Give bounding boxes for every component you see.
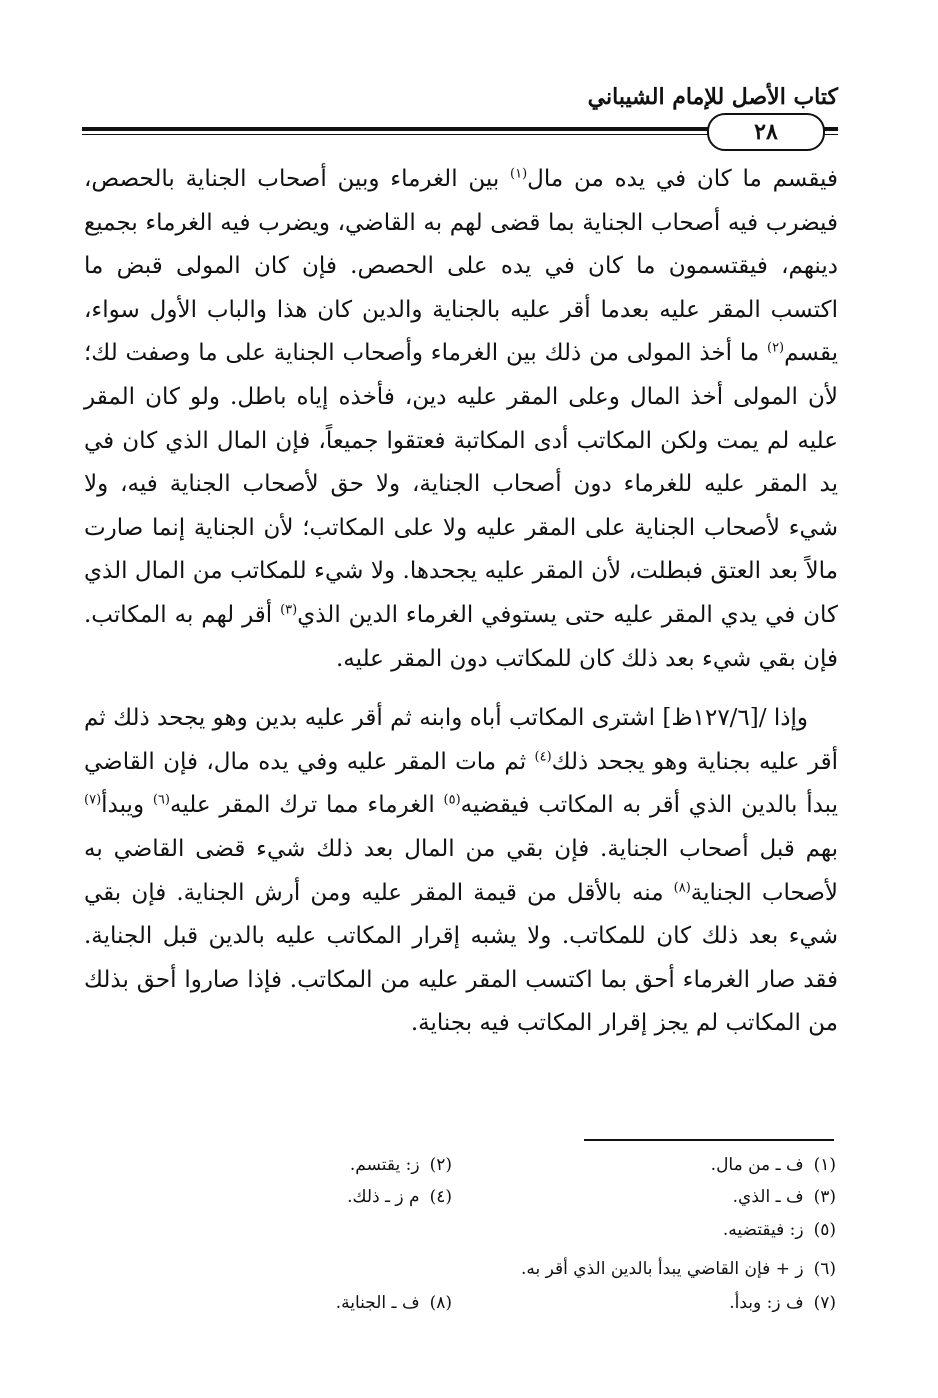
footnote-8: (٨)ف ـ الجناية. <box>335 1293 452 1313</box>
footnote-2: (٢)ز: يقتسم. <box>349 1155 452 1175</box>
footnote-separator <box>584 1139 834 1141</box>
running-header-title: كتاب الأصل للإمام الشيباني <box>587 84 838 110</box>
main-text <box>84 158 838 1046</box>
footnote-ref-5: (٥) <box>443 792 461 808</box>
footnote-6: (٦)ز + فإن القاضي يبدأ بالدين الذي أقر به. <box>521 1259 836 1279</box>
footnote-ref-1: (١) <box>510 166 528 182</box>
footnote-1: (١)ف ـ من مال. <box>710 1155 836 1175</box>
footnote-ref-2: (٢) <box>766 340 785 356</box>
footnote-ref-8: (٨) <box>673 879 691 895</box>
footnote-7: (٧)ف ز: وبدأ. <box>729 1293 836 1313</box>
page-number: ٢٨ <box>707 113 825 151</box>
footnote-ref-4: (٤) <box>534 749 552 765</box>
footnote-3: (٣)ف ـ الذي. <box>732 1187 836 1207</box>
paragraph-2: وإذا /[١٢٧/٦ظ] اشترى المكاتب أباه وابنه ثم أقر عليه بدين وهو يجحد ذلك ثم أقر عليه بجناية وهو يجحد ذلك$^{(٤)}$ ثم مات المقر عليه وفي يده مال، فإن القاضي يبدأ بالدين الذي أقر به المكاتب فيقضيه$^{(٥)}$ الغرماء مما ترك المقر عليه$^{(٦)}$ ويبدأ$^{(٧)}$ بهم قبل أصحاب الجناية. فإن بقي من المال بعد ذلك شيء قضى القاضي به لأصحاب الجناية$^{(٨)}$ منه بالأقل من قيمة المقر عليه ومن أرش الجناية. فإن بقي شيء بعد ذلك كان للمكاتب. ولا يشبه إقرار المكاتب عليه بالدين قبل الجناية. فقد صار الغرماء أحق بما اكتسب المقر عليه من المكاتب. فإذا صاروا أحق بذلك من المكاتب لم يجز إقرار المكاتب فيه بجناية. <box>84 705 838 1037</box>
footnote-ref-3: (٣) <box>280 602 298 618</box>
footnote-ref-6: (٦) <box>152 792 170 808</box>
footnote-ref-7: (٧) <box>84 792 102 808</box>
footnote-4: (٤)م ز ـ ذلك. <box>347 1187 452 1207</box>
footnote-5: (٥)ز: فيقتضيه. <box>722 1220 836 1240</box>
paragraph-1: فيقسم ما كان في يده من مال$^{(١)}$ بين الغرماء وبين أصحاب الجناية بالحصص، فيضرب فيه أصحاب الجناية بما قضى لهم به القاضي، ويضرب فيه الغرماء بجميع دينهم، فيقتسمون ما كان في يده على الحصص. فإن كان المولى قبض ما اكتسب المقر عليه بعدما أقر عليه بالجناية والدين كان هذا والباب الأول سواء، يقسم$^{(٢)}$ ما أخذ المولى من ذلك بين الغرماء وأصحاب الجناية على ما وصفت لك؛ لأن المولى أخذ المال وعلى المقر عليه دين، فأخذه إياه باطل. ولو كان المقر عليه لم يمت ولكن المكاتب أدى المكاتبة فعتقوا جميعاً، فإن المال الذي كان في يد المقر عليه للغرماء دون أصحاب الجناية، ولا حق لأصحاب الجناية فيه، ولا شيء لأصحاب الجناية على المقر عليه ولا على المكاتب؛ لأن الجناية إنما صارت مالاً بعد العتق فبطلت، لأن المقر عليه يجحدها. ولا شيء للمكاتب من المال الذي كان في يدي المقر عليه حتى يستوفي الغرماء الدين الذي$^{(٣)}$ أقر لهم به المكاتب. فإن بقي شيء بعد ذلك كان للمكاتب دون المقر عليه. <box>84 166 838 672</box>
